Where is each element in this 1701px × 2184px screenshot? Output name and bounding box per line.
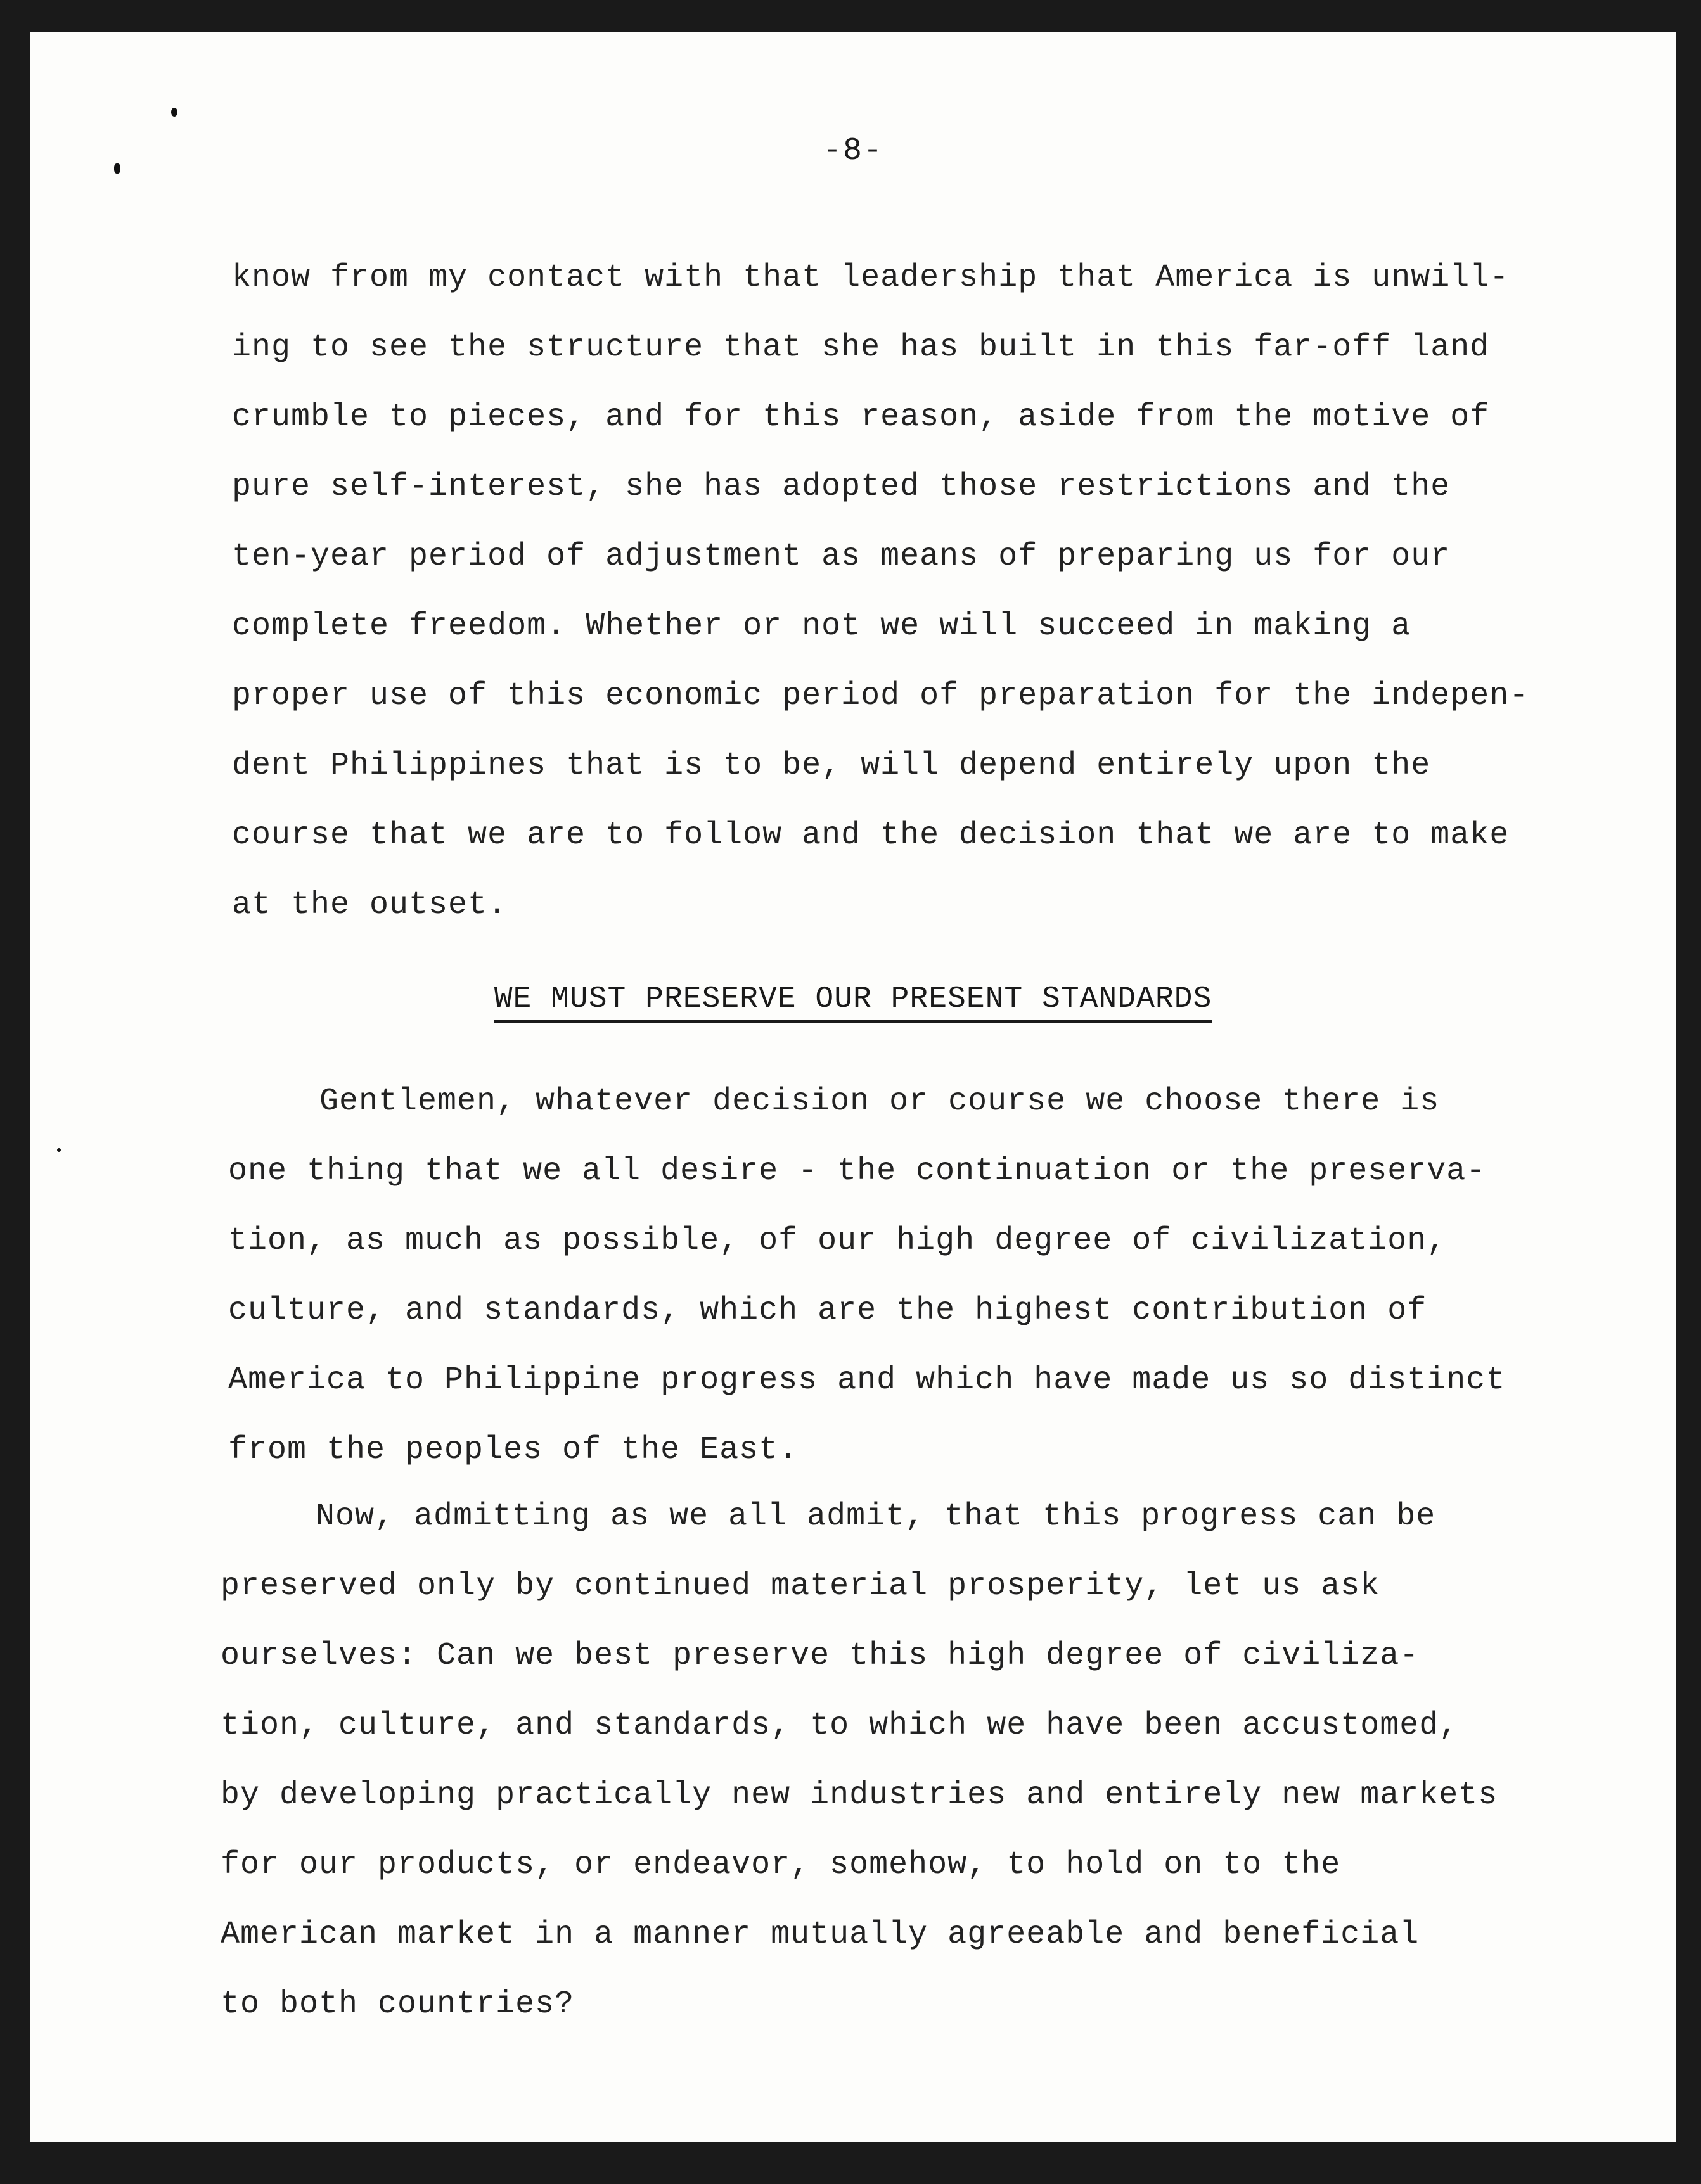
paragraph-line: from the peoples of the East. bbox=[228, 1432, 799, 1468]
paragraph-line: at the outset. bbox=[232, 887, 508, 923]
ink-speck bbox=[171, 108, 177, 117]
paragraph-line: Gentlemen, whatever decision or course we choose there is bbox=[319, 1083, 1440, 1120]
paragraph-line: proper use of this economic period of preparation for the indepen- bbox=[232, 678, 1529, 714]
document-page bbox=[30, 32, 1676, 2142]
paragraph-line: American market in a manner mutually agreeable and beneficial bbox=[221, 1917, 1420, 1953]
paragraph-line: America to Philippine progress and which have made us so distinct bbox=[228, 1362, 1506, 1398]
paragraph-line: for our products, or endeavor, somehow, to hold on to the bbox=[221, 1847, 1341, 1883]
paragraph-line: Now, admitting as we all admit, that this progress can be bbox=[316, 1498, 1436, 1535]
section-heading bbox=[30, 982, 1676, 1023]
page-number: -8- bbox=[822, 133, 883, 169]
paragraph-line: crumble to pieces, and for this reason, aside from the motive of bbox=[232, 399, 1490, 435]
paragraph-line: course that we are to follow and the decision that we are to make bbox=[232, 817, 1510, 853]
paragraph-line: to both countries? bbox=[221, 1986, 575, 2022]
paragraph-line: tion, as much as possible, of our high degree of civilization, bbox=[228, 1223, 1447, 1259]
paragraph-line: tion, culture, and standards, to which we have been accustomed, bbox=[221, 1708, 1459, 1744]
paragraph-line: by developing practically new industries and entirely new markets bbox=[221, 1777, 1498, 1813]
paragraph-line: ten-year period of adjustment as means of preparing us for our bbox=[232, 539, 1451, 575]
paragraph-line: one thing that we all desire - the continuation or the preserva- bbox=[228, 1153, 1486, 1189]
paragraph-line: ourselves: Can we best preserve this high degree of civiliza- bbox=[221, 1638, 1420, 1674]
ink-speck bbox=[57, 1148, 61, 1152]
paragraph-line: pure self-interest, she has adopted those restrictions and the bbox=[232, 469, 1451, 505]
paragraph-line: ing to see the structure that she has built in this far-off land bbox=[232, 329, 1490, 366]
paragraph-line: complete freedom. Whether or not we will succeed in making a bbox=[232, 608, 1411, 644]
paragraph-line: preserved only by continued material prosperity, let us ask bbox=[221, 1568, 1380, 1604]
section-heading-text: WE MUST PRESERVE OUR PRESENT STANDARDS bbox=[494, 982, 1212, 1023]
paragraph-line: dent Philippines that is to be, will depend entirely upon the bbox=[232, 748, 1431, 784]
paragraph-line: know from my contact with that leadership that America is unwill- bbox=[232, 260, 1510, 296]
paragraph-line: culture, and standards, which are the highest contribution of bbox=[228, 1293, 1427, 1329]
